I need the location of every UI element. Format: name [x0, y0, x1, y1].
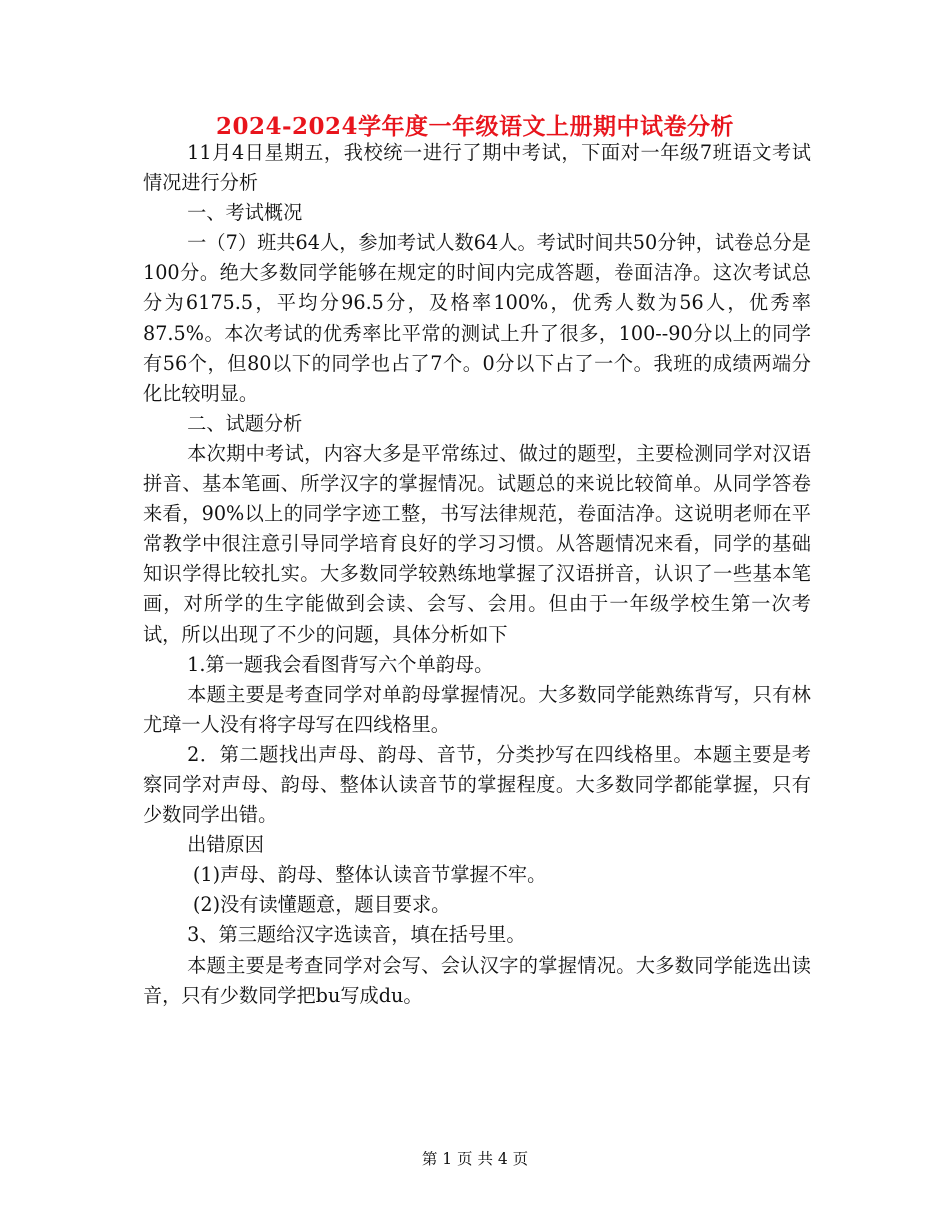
page-number-footer: 第 1 页 共 4 页: [421, 1150, 529, 1168]
question-2-paragraph: 2．第二题找出声母、韵母、音节，分类抄写在四线格里。本题主要是考察同学对声母、韵母、整体认读音节的掌握程度。大多数同学都能掌握，只有少数同学出错。: [143, 742, 811, 827]
section-heading-overview: 一、考试概况: [187, 201, 303, 225]
document-title: 2024-2024学年度一年级语文上册期中试卷分析: [215, 113, 735, 140]
question-3-heading: 3、第三题给汉字选读音，填在括号里。: [187, 923, 526, 947]
intro-paragraph: 11月4日星期五，我校统一进行了期中考试，下面对一年级7班语文考试情况进行分析: [143, 141, 811, 195]
error-reasons-heading: 出错原因: [187, 833, 264, 857]
question-1-heading: 1.第一题我会看图背写六个单韵母。: [187, 652, 494, 676]
error-reason-1: (1)声母、韵母、整体认读音节掌握不牢。: [192, 863, 547, 887]
analysis-paragraph: 本次期中考试，内容大多是平常练过、做过的题型，主要检测同学对汉语拼音、基本笔画、所学汉字的掌握情况。试题总的来说比较简单。从同学答卷来看，90%以上的同学字迹工整，书写法律规范，卷面洁净。这说明老师在平常教学中很注意引导同学培育良好的学习习惯。从答题情况来看，同学的基础知识学得比较扎实。大多数同学较熟练地掌握了汉语拼音，认识了一些基本笔画，对所学的生字能做到会读、会写、会用。但由于一年级学校生第一次考试，所以出现了不少的问题，具体分析如下: [143, 441, 811, 646]
question-3-paragraph: 本题主要是考查同学对会写、会认汉字的掌握情况。大多数同学能选出读音，只有少数同学把bu写成du。: [143, 953, 811, 1007]
error-reason-2: (2)没有读懂题意，题目要求。: [192, 893, 451, 917]
section-heading-analysis: 二、试题分析: [187, 411, 303, 435]
document-body: [143, 138, 811, 1011]
question-1-paragraph: 本题主要是考查同学对单韵母掌握情况。大多数同学能熟练背写，只有林尤璋一人没有将字母写在四线格里。: [143, 682, 811, 736]
overview-paragraph: 一（7）班共64人，参加考试人数64人。考试时间共50分钟，试卷总分是100分。绝大多数同学能够在规定的时间内完成答题，卷面洁净。这次考试总分为6175.5，平均分96.5分，及格率100%，优秀人数为56人，优秀率87.5%。本次考试的优秀率比平常的测试上升了很多，100--90分以上的同学有56个，但80以下的同学也占了7个。0分以下占了一个。我班的成绩两端分化比较明显。: [143, 231, 811, 405]
